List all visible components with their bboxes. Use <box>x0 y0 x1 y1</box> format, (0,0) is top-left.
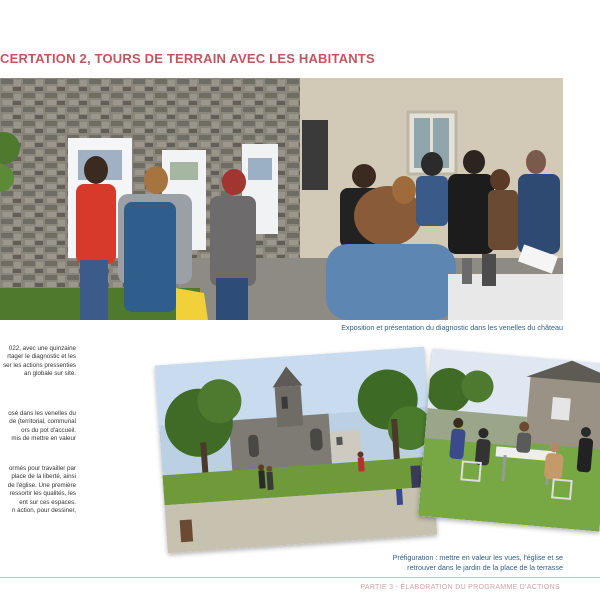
footer-divider <box>0 577 600 578</box>
photo-church-square <box>155 347 437 553</box>
photo2-caption: Préfiguration : mettre en valeur les vues, l'église et se retrouver dans le jardin de la place de la terrasse <box>392 553 563 572</box>
photo-garden-table <box>418 348 600 531</box>
body-paragraph-1: 022, avec une quinzaine rtager le diagnostic et les ser les actions pressenties an globale sur site. <box>3 345 76 378</box>
footer-section-title: PARTIE 3 - ÉLABORATION DU PROGRAMME D'ACTIONS <box>360 584 560 591</box>
body-paragraph-2: osé dans les venelles du de (territorial, communal ors du pot d'accueil. mis de mettre en valeur <box>8 410 76 443</box>
body-paragraph-3: ormés pour travailler par place de la liberté, ainsi de l'église. Une première ressortir les qualités, les ent sur ces espaces. n action, pour dessiner, <box>7 465 76 515</box>
photo-exhibition <box>0 78 563 320</box>
photo1-caption: Exposition et présentation du diagnostic dans les venelles du château <box>341 323 563 332</box>
page-title: CERTATION 2, TOURS DE TERRAIN AVEC LES HABITANTS <box>0 51 375 66</box>
